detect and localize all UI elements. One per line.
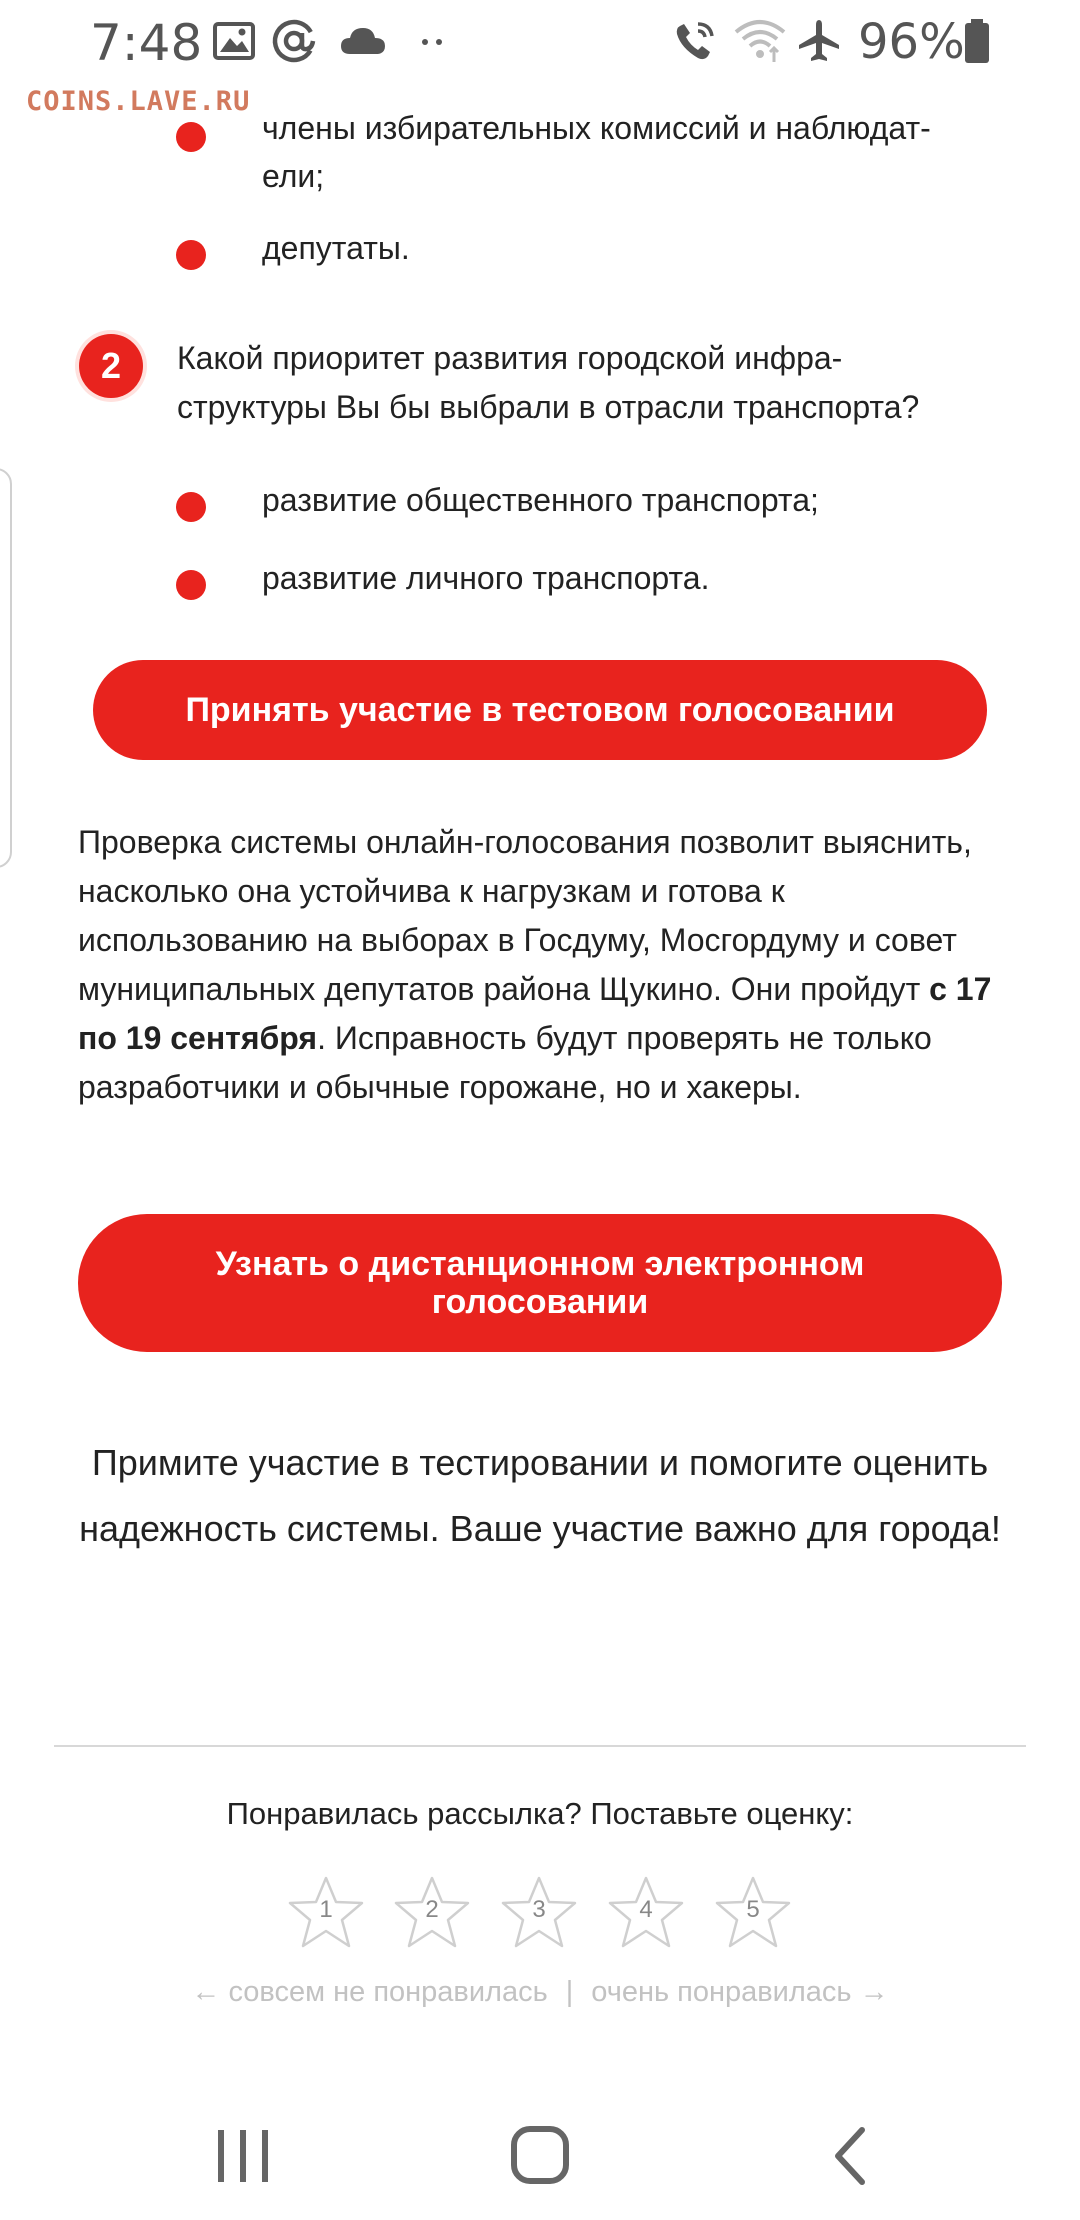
- paragraph-dates: с 17 по 19 сентября: [78, 971, 992, 1056]
- option-text: депутаты.: [262, 230, 410, 266]
- legend-high: очень понравилась →: [591, 1976, 889, 2008]
- rating-title: Понравилась рассылка? Поставьте оценку:: [226, 1796, 854, 1831]
- watermark: COINS.LAVE.RU: [26, 86, 251, 117]
- more-dots-icon: [418, 18, 448, 64]
- star-label: 5: [746, 1896, 760, 1923]
- at-icon: [270, 18, 318, 64]
- airplane-icon: [796, 18, 842, 64]
- back-icon: [780, 2100, 920, 2220]
- battery-icon: [962, 18, 992, 64]
- recent-apps-icon: [173, 2100, 313, 2220]
- legend-low: ← совсем не понравилась: [191, 1976, 548, 2008]
- question-number-badge: [79, 334, 143, 398]
- star-label: 3: [532, 1896, 546, 1923]
- rating-star-3[interactable]: [499, 1872, 579, 1952]
- bullet-icon: [176, 570, 206, 600]
- legend-separator: |: [565, 1976, 574, 2008]
- gallery-icon: [212, 18, 256, 64]
- wifi-icon: [734, 18, 786, 64]
- star-label: 4: [639, 1896, 653, 1923]
- divider: [54, 1745, 1026, 1747]
- take-part-button[interactable]: Принять участие в тестовом голосовании: [93, 660, 987, 760]
- question-number: 2: [100, 345, 122, 386]
- star-label: 1: [319, 1896, 333, 1923]
- wifi-call-icon: [672, 18, 718, 64]
- status-time: 7:48: [90, 14, 203, 72]
- option-text: члены избирательных комиссий и наблюдат- ели;: [262, 110, 931, 194]
- body-paragraph: [78, 818, 998, 1112]
- star-label: 2: [425, 1896, 439, 1923]
- rating-star-1[interactable]: [286, 1872, 366, 1952]
- home-button[interactable]: [470, 2100, 610, 2220]
- learn-more-button[interactable]: [78, 1214, 1002, 1352]
- option-text: развитие личного транспорта.: [262, 560, 710, 596]
- home-icon: [470, 2100, 610, 2220]
- navigation-bar: [0, 2100, 1080, 2220]
- rating-star-5[interactable]: [713, 1872, 793, 1952]
- back-button[interactable]: [780, 2100, 920, 2220]
- bullet-icon: [176, 492, 206, 522]
- bullet-icon: [176, 240, 206, 270]
- battery-percent: 96%: [858, 14, 965, 70]
- option-text: развитие общественного транспорта;: [262, 482, 819, 518]
- cta-text: Примите участие в тестировании и помогите оценить надежность системы. Ваше участие важно для города!: [79, 1442, 1001, 1549]
- rating-star-2[interactable]: [392, 1872, 472, 1952]
- paragraph-text: Проверка системы онлайн-голосования позволит выяснить, насколько она устойчива к нагрузкам и готова к использованию на выборах в Госдуму, Мосгордуму и совет муниципальных депутатов района Щукино. Они пройдут: [78, 824, 972, 1007]
- recent-apps-button[interactable]: [173, 2100, 313, 2220]
- learn-more-label: Узнать о дистанционном электронном голосовании: [215, 1245, 865, 1321]
- scroll-handle[interactable]: [0, 468, 12, 868]
- rating-stars: [0, 1872, 1080, 1952]
- paragraph-text-end: . Исправность будут проверять не только разработчики и обычные горожане, но и хакеры.: [78, 1020, 932, 1105]
- rating-legend: [0, 1976, 1080, 2009]
- question-text: Какой приоритет развития городской инфра- структуры Вы бы выбрали в отрасли транспорта?: [177, 340, 920, 425]
- cloud-icon: [338, 18, 388, 64]
- status-bar: [0, 0, 1080, 84]
- bullet-icon: [176, 122, 206, 152]
- rating-star-4[interactable]: [606, 1872, 686, 1952]
